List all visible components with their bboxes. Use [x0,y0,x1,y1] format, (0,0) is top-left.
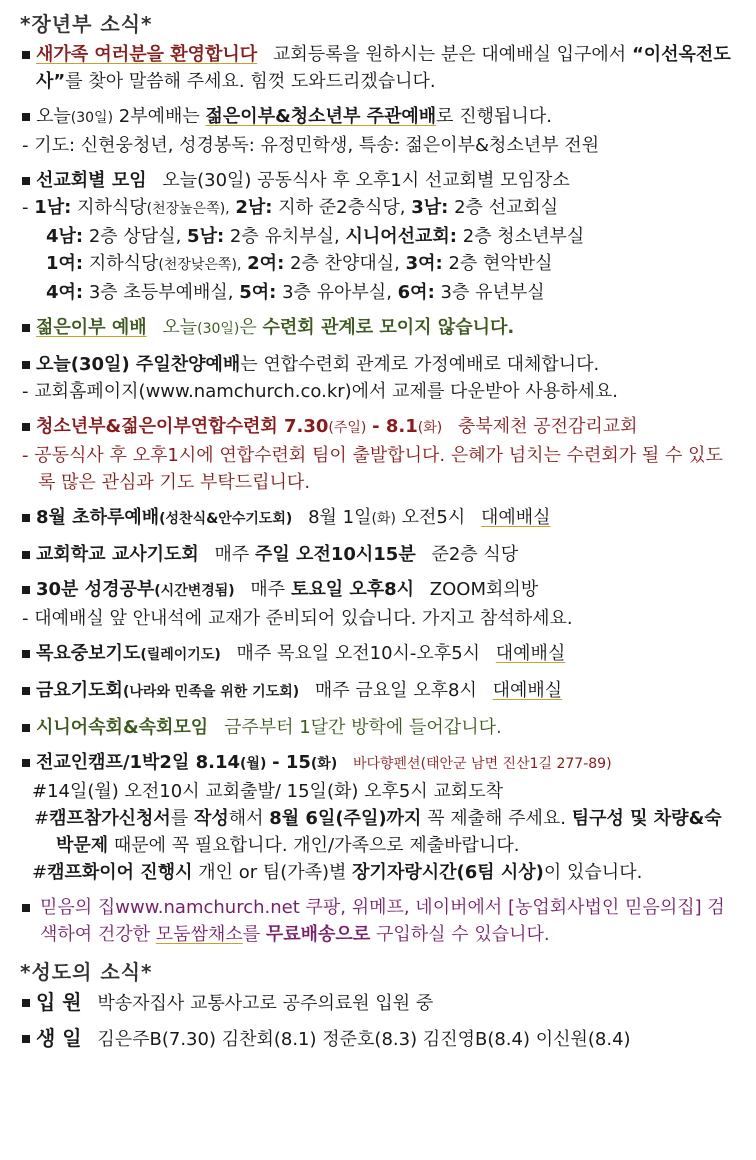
thursday-prayer-item: 목요중보기도(릴레이기도) 매주 목요일 오전10시-오후5시 대예배실 [20,640,738,669]
welcome-title: 새가족 여러분을 환영합니다 [36,44,258,65]
retreat-sub: - 공동식사 후 오후1시에 연합수련회 팀이 출발합니다. 은혜가 넘치는 수련회가 될 수 있도록 많은 관심과 기도 부탁드립니다. [22,445,723,493]
mission-line-4: 4여: 3층 초등부예배실, 5여: 3층 유아부실, 6여: 3층 유년부실 [46,282,545,303]
camp-line-1: #14일(월) 오전10시 교회출발/ 15일(화) 오후5시 교회도착 [32,781,503,802]
mission-item: 선교회별 모임 오늘(30일) 공동식사 후 오후1시 선교회별 모임장소 [20,167,738,194]
bible-study-sub: - 대예배실 앞 안내석에 교재가 준비되어 있습니다. 가지고 참석하세요. [22,608,573,629]
hospital-item: 입 원 박송자집사 교통사고로 공주의료원 입원 중 [20,989,738,1017]
service2-sub: - 기도: 신현웅청년, 성경봉독: 유정민학생, 특송: 젊은이부&청소년부 전원 [22,135,600,156]
members-news-heading: *성도의 소식* [20,960,153,984]
first-fruits-item: 8월 초하루예배(성찬식&안수기도회) 8월 1일(화) 오전5시 대예배실 [20,504,738,533]
mission-line-2: 4남: 2층 상담실, 5남: 2층 유치부실, 시니어선교회: 2층 청소년부실 [46,226,585,247]
camp-item: 전교인캠프/1박2일 8.14(월) - 15(화) 바다향펜션(태안군 남면 진산1길 277-89) [20,749,738,778]
camp-line-3: #캠프화이어 진행시 개인 or 팀(가족)별 장기자랑시간(6팀 시상)이 있습니다. [32,862,643,883]
senior-item: 시니어속회&속회모임 금주부터 1달간 방학에 들어갑니다. [20,714,738,741]
welcome-contact: “이선옥전도사” [36,44,731,92]
retreat-item: 청소년부&젊은이부연합수련회 7.30(주일) - 8.1(화) 충북제천 공전감리교회 [20,413,738,442]
mission-title: 선교회별 모임 [36,170,147,191]
praise-item: 오늘(30일) 주일찬양예배는 연합수련회 관계로 가정예배로 대체합니다. [20,351,738,378]
teachers-item: 교회학교 교사기도회 매주 주일 오전10시15분 준2층 식당 [20,541,738,568]
mission-line-1: - 1남: 지하식당(천장높은쪽), 2남: 지하 준2층식당, 3남: 2층 선교회실 [22,197,559,218]
friday-prayer-item: 금요기도회(나라와 민족을 위한 기도회) 매주 금요일 오후8시 대예배실 [20,677,738,706]
camp-line-2: #캠프참가신청서를 작성해서 8월 6일(주일)까지 꼭 제출해 주세요. 팀구성 및 차량&숙박문제 때문에 꼭 필요합니다. 개인/가족으로 제출바랍니다. [34,808,722,856]
praise-sub: - 교회홈페이지(www.namchurch.co.kr)에서 교제를 다운받아 사용하세요. [22,381,618,402]
bible-study-item: 30분 성경공부(시간변경됨) 매주 토요일 오후8시 ZOOM회의방 [20,576,738,605]
young-adult-item: 젊은이부 예배 오늘(30일)은 수련회 관계로 모이지 않습니다. [20,314,738,343]
market-item: 믿음의 집www.namchurch.net 쿠팡, 위메프, 네이버에서 [농업회사법인 믿음의집] 검색하여 건강한 모둠쌈채소를 무료배송으로 구입하실 수 있습니다. [20,894,738,948]
service2-item: 오늘(30일) 2부예배는 젊은이부&청소년부 주관예배로 진행됩니다. [20,103,738,132]
birthday-item: 생 일 김은주B(7.30) 김찬회(8.1) 정준호(8.3) 김진영B(8.4) 이신원(8.4) [20,1025,738,1053]
welcome-item: 새가족 여러분을 환영합니다 교회등록을 원하시는 분은 대예배실 입구에서 “이선옥전도사”를 찾아 말씀해 주세요. 힘껏 도와드리겠습니다. [20,41,738,95]
mission-line-3: 1여: 지하식당(천장낮은쪽), 2여: 2층 찬양대실, 3여: 2층 현악반실 [46,253,553,274]
youth-news-heading: *장년부 소식* [20,12,153,36]
